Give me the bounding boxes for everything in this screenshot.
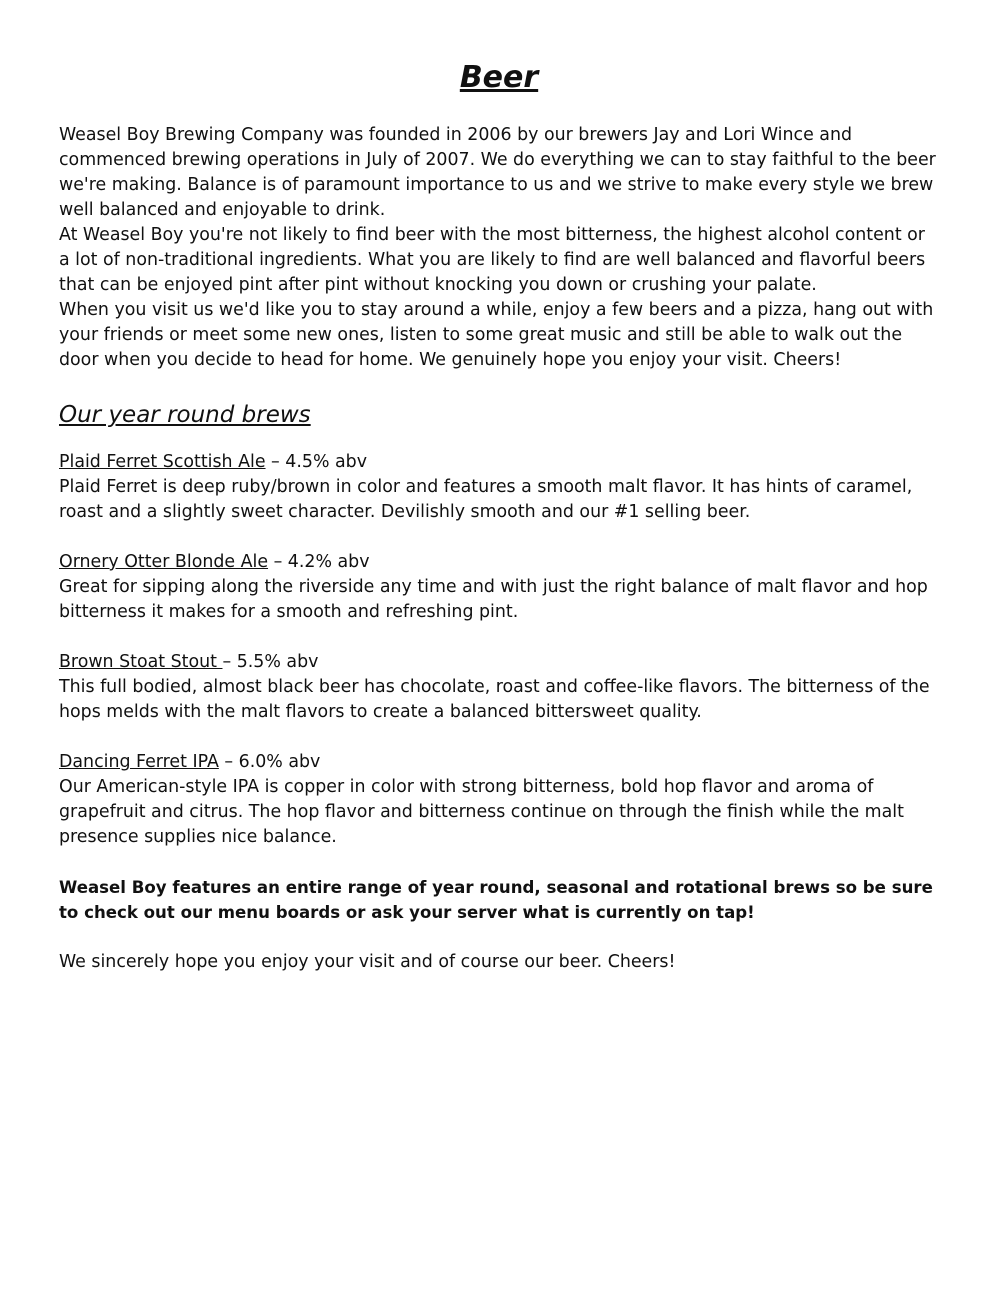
intro-paragraph-3: When you visit us we'd like you to stay around a while, enjoy a few beers and a pizza, hang out with your friends or meet some new ones, listen to some great music and still be able to walk out the door when you decide to head for home. We genuinely hope you enjoy your visit. Cheers! <box>59 300 934 370</box>
document-page <box>59 58 939 975</box>
beer-name: Dancing Ferret IPA <box>59 752 219 772</box>
beer-title-line <box>59 550 939 575</box>
intro-paragraph-1: Weasel Boy Brewing Company was founded in 2006 by our brewers Jay and Lori Wince and commenced brewing operations in July of 2007. We do everything we can to stay faithful to the beer we're making. Balance is of paramount importance to us and we strive to make every style we brew well balanced and enjoyable to drink. <box>59 125 936 220</box>
intro-paragraph-2: At Weasel Boy you're not likely to find beer with the most bitterness, the highest alcohol content or a lot of non-traditional ingredients. What you are likely to find are well balanced and flavorful beers that can be enjoyed pint after pint without knocking you down or crushing your palate. <box>59 225 926 295</box>
beer-description: This full bodied, almost black beer has chocolate, roast and coffee-like flavors. The bitterness of the hops melds with the malt flavors to create a balanced bittersweet quality. <box>59 677 930 722</box>
beer-entry <box>59 650 939 725</box>
page-title: Beer <box>459 60 539 95</box>
beer-title-line <box>59 450 939 475</box>
beer-name: Ornery Otter Blonde Ale <box>59 552 269 572</box>
closing-line: We sincerely hope you enjoy your visit and of course our beer. Cheers! <box>59 952 676 972</box>
beer-abv: – 4.2% abv <box>268 552 370 572</box>
beer-entry <box>59 750 939 850</box>
beer-title-line <box>59 750 939 775</box>
beer-abv: – 6.0% abv <box>218 752 321 772</box>
beer-description: Great for sipping along the riverside any time and with just the right balance of malt flavor and hop bitterness it makes for a smooth and refreshing pint. <box>59 577 928 622</box>
bold-note: Weasel Boy features an entire range of year round, seasonal and rotational brews so be sure to check out our menu boards or ask your server what is currently on tap! <box>59 878 933 922</box>
beer-title-line <box>59 650 939 675</box>
beer-description: Our American-style IPA is copper in color with strong bitterness, bold hop flavor and aroma of grapefruit and citrus. The hop flavor and bitterness continue on through the finish while the malt presence supplies nice balance. <box>59 777 904 847</box>
beer-name: Plaid Ferret Scottish Ale <box>59 452 266 472</box>
beer-description: Plaid Ferret is deep ruby/brown in color and features a smooth malt flavor. It has hints of caramel, roast and a slightly sweet character. Devilishly smooth and our #1 selling beer. <box>59 477 913 522</box>
beer-abv: – 5.5% abv <box>222 652 319 672</box>
section-heading: Our year round brews <box>59 402 311 428</box>
beer-name: Brown Stoat Stout <box>59 652 223 672</box>
beer-abv: – 4.5% abv <box>265 452 367 472</box>
beer-entry <box>59 450 939 525</box>
beer-entry <box>59 550 939 625</box>
